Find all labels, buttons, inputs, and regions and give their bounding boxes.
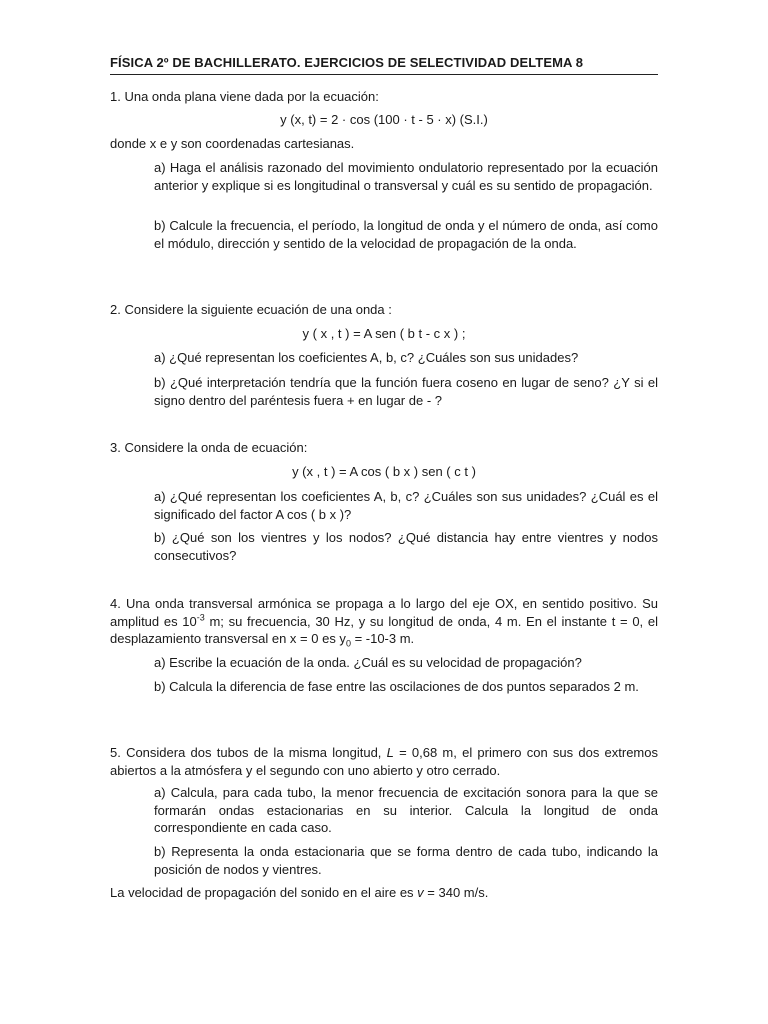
document-header: FÍSICA 2º DE BACHILLERATO. EJERCICIOS DE SELECTIVIDAD DELTEMA 8 [110,55,658,75]
q5-intro-text-2: = 0,68 m, el primero con sus dos extremos abiertos a la atmósfera y el segundo con uno abierto y otro cerrado. [110,745,658,778]
q5-note-variable: v [417,885,424,900]
q5-note-text-2: = 340 m/s. [423,885,489,900]
q2-intro: 2. Considere la siguiente ecuación de una onda : [110,302,392,317]
q1-part-b: b) Calcule la frecuencia, el período, la longitud de onda y el número de onda, así como el módulo, dirección y sentido de la velocidad de propagación de la onda. [154,218,658,251]
q4-intro-text-3: = -10-3 m. [350,631,415,646]
q4-intro-exponent: -3 [196,612,205,623]
q1-part-a: a) Haga el análisis razonado del movimiento ondulatorio representado por la ecuación anterior y explique si es longitudinal o transversal y cuál es su sentido de propagación. [154,160,658,193]
q2-part-a: a) ¿Qué representan los coeficientes A, b, c? ¿Cuáles son sus unidades? [154,350,579,365]
q2-part-b: b) ¿Qué interpretación tendría que la función fuera coseno en lugar de seno? ¿Y si el signo dentro del paréntesis fuera + en lugar de - ? [154,375,658,408]
q5-part-a: a) Calcula, para cada tubo, la menor frecuencia de excitación sonora para la que se formarán ondas estacionarias en su interior. Calcula la longitud de onda correspondiente en cada caso. [154,785,658,835]
q2-equation: y ( x , t ) = A sen ( b t - c x ) ; [302,326,466,341]
q4-intro [110,595,658,648]
q4-part-b: b) Calcula la diferencia de fase entre las oscilaciones de dos puntos separados 2 m. [154,679,639,694]
q3-part-a: a) ¿Qué representan los coeficientes A, b, c? ¿Cuáles son sus unidades? ¿Cuál es el significado del factor A cos ( b x )? [154,489,658,522]
q5-intro-text-1: 5. Considera dos tubos de la misma longitud, [110,745,387,760]
q4-intro-text-2: m; su frecuencia, 30 Hz, y su longitud de onda, 4 m. En el instante t = 0, el desplazamiento transversal en x = 0 es y [110,613,658,646]
q1-intro: 1. Una onda plana viene dada por la ecuación: [110,89,379,104]
q4-intro-text-1: 4. Una onda transversal armónica se propaga a lo largo del eje OX, en sentido positivo. Su amplitud es 10 [110,596,658,629]
q5-part-b: b) Representa la onda estacionaria que se forma dentro de cada tubo, indicando la posición de nodos y vientres. [154,844,658,877]
q1-equation: y (x, t) = 2 · cos (100 · t - 5 · x) (S.I.) [280,112,488,127]
q4-part-a: a) Escribe la ecuación de la onda. ¿Cuál es su velocidad de propagación? [154,655,582,670]
q1-note: donde x e y son coordenadas cartesianas. [110,136,355,151]
q3-part-b: b) ¿Qué son los vientres y los nodos? ¿Qué distancia hay entre vientres y nodos consecutivos? [154,530,658,563]
q4-intro-subscript: 0 [345,638,351,649]
q3-intro: 3. Considere la onda de ecuación: [110,440,308,455]
q5-note [110,884,658,902]
q3-equation: y (x , t ) = A cos ( b x ) sen ( c t ) [292,464,476,479]
q5-note-text-1: La velocidad de propagación del sonido en el aire es [110,885,418,900]
q5-intro [110,744,658,779]
q5-intro-variable: L [386,745,394,760]
